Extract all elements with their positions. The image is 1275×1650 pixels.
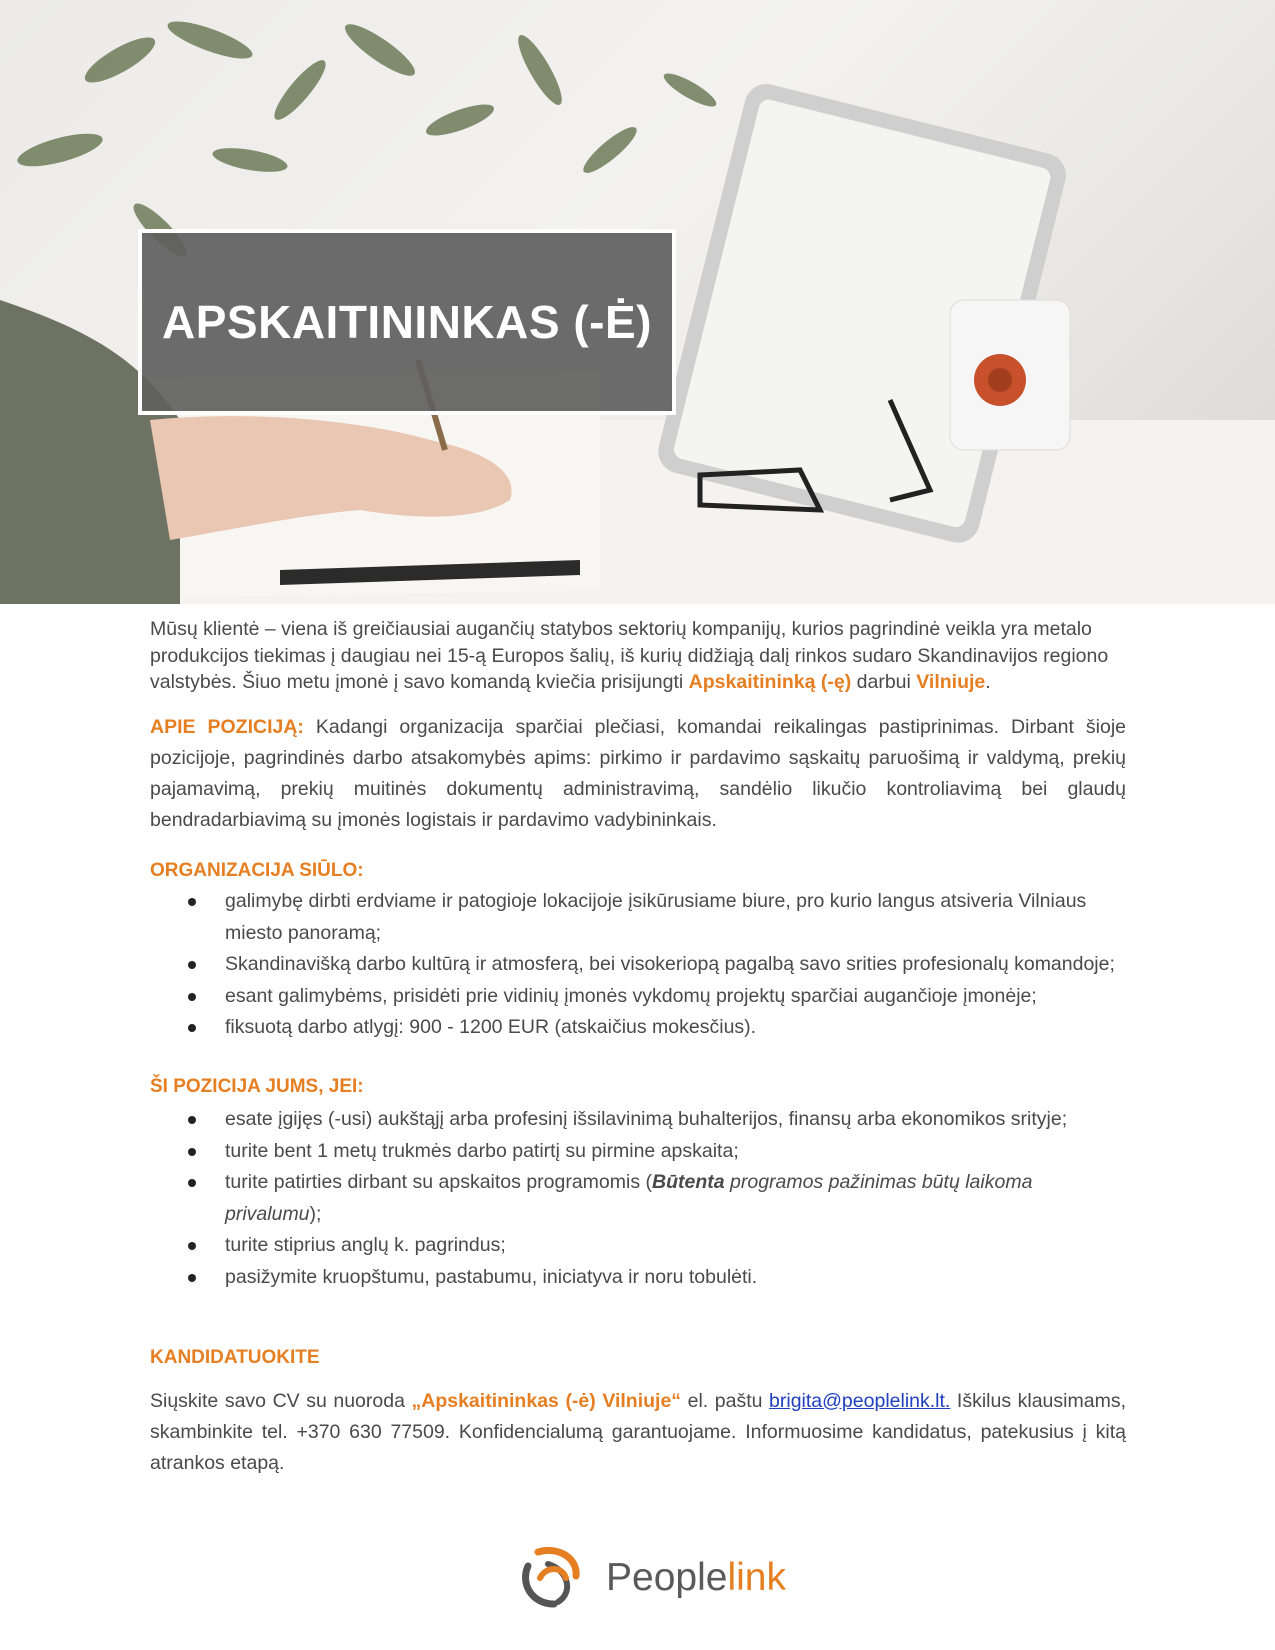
apply-heading: KANDIDATUOKITE — [150, 1347, 320, 1368]
list-item: fiksuotą darbo atlygį: 900 - 1200 EUR (atskaičius mokesčius). — [150, 1012, 1126, 1044]
intro-position-highlight: Apskaitininką (-ę) — [688, 671, 852, 693]
peoplelink-logo — [518, 1544, 786, 1610]
logo-text: Peoplelink — [606, 1556, 786, 1599]
title-box — [138, 229, 676, 415]
list-item: galimybę dirbti erdviame ir patogioje lokacijoje įsikūrusiame biure, pro kurio langus atsiveria Vilniaus miesto panoramą; — [150, 886, 1126, 949]
bullet-icon — [188, 898, 196, 906]
apply-paragraph: Siųskite savo CV su nuoroda „Apskaitininkas (-ė) Vilniuje“ el. paštu brigita@peoplelink.lt. Iškilus klausimams, skambinkite tel. +370 630 77509. Konfidencialumą garantuojame. Informuosime kandidatus, patekusius į kitą atrankos etapą. — [150, 1389, 1126, 1474]
intro-text-2: darbui — [851, 671, 917, 693]
intro-text-1: Mūsų klientė – viena iš greičiausiai augančių statybos sektorių kompanijų, kurios pagrindinė veikla yra metalo produkcijos tiekimas į daugiau nei 15-ą Europos šalių, iš kurių didžiąją dalį rinkos sudaro Skandinavijos regiono valstybės. Šiuo metu įmonė į savo komandą kviečia prisijungti — [150, 618, 1109, 693]
about-heading: APIE POZICIJĄ: — [150, 715, 304, 738]
list-item: pasižymite kruopštumu, pastabumu, iniciatyva ir noru tobulėti. — [150, 1262, 1126, 1294]
bullet-icon — [188, 1116, 196, 1124]
list-item: Skandinavišką darbo kultūrą ir atmosferą, bei visokeriopą pagalbą savo srities profesionalų komandoje; — [150, 949, 1126, 981]
bullet-icon — [188, 1179, 196, 1187]
bullet-icon — [188, 1242, 196, 1250]
requirements-list — [150, 1104, 1126, 1293]
bullet-icon — [188, 1024, 196, 1032]
bullet-icon — [188, 1148, 196, 1156]
software-name: Būtenta — [652, 1171, 725, 1193]
requirements-heading: ŠI POZICIJA JUMS, JEI: — [150, 1075, 364, 1097]
bullet-icon — [188, 1274, 196, 1282]
list-item: esate įgijęs (-usi) aukštąjį arba profesinį išsilavinimą buhalterijos, finansų arba ekonomikos srityje; — [150, 1104, 1126, 1136]
offer-list — [150, 886, 1126, 1044]
intro-city-highlight: Vilniuje — [916, 671, 986, 693]
intro-text-3: . — [985, 671, 991, 693]
offer-heading: ORGANIZACIJA SIŪLO: — [150, 859, 364, 881]
about-text: Kadangi organizacija sparčiai plečiasi, komandai reikalingas pastiprinimas. Dirbant šioje pozicijoje, pagrindinės darbo atsakomybės apims: pirkimo ir pardavimo sąskaitų paruošimą ir valdymą, prekių pajamavimą, prekių muitinės dokumentų administravimą, sandėlio likučio kontroliavimą bei glaudų bendradarbiavimą su įmonės logistais ir pardavimo vadybininkais. — [150, 715, 1126, 831]
bullet-icon — [188, 993, 196, 1001]
about-paragraph — [150, 712, 1126, 836]
list-item: esant galimybėms, prisidėti prie vidinių įmonės vykdomų projektų sparčiai augančioje įmonėje; — [150, 981, 1126, 1013]
content — [150, 616, 1126, 1479]
list-item: turite stiprius anglų k. pagrindus; — [150, 1230, 1126, 1262]
list-item: turite bent 1 metų trukmės darbo patirtį su pirmine apskaita; — [150, 1136, 1126, 1168]
hero-image — [0, 0, 1275, 604]
logo-icon — [518, 1544, 588, 1610]
apply-reference: „Apskaitininkas (-ė) Vilniuje“ — [411, 1389, 682, 1412]
email-link[interactable]: brigita@peoplelink.lt. — [769, 1389, 951, 1412]
bullet-icon — [188, 961, 196, 969]
list-item: turite patirties dirbant su apskaitos programomis (Būtenta programos pažinimas būtų laikoma privalumu); — [150, 1167, 1126, 1230]
page-title: APSKAITININKAS (-Ė) — [162, 296, 652, 348]
intro-paragraph — [150, 616, 1126, 696]
